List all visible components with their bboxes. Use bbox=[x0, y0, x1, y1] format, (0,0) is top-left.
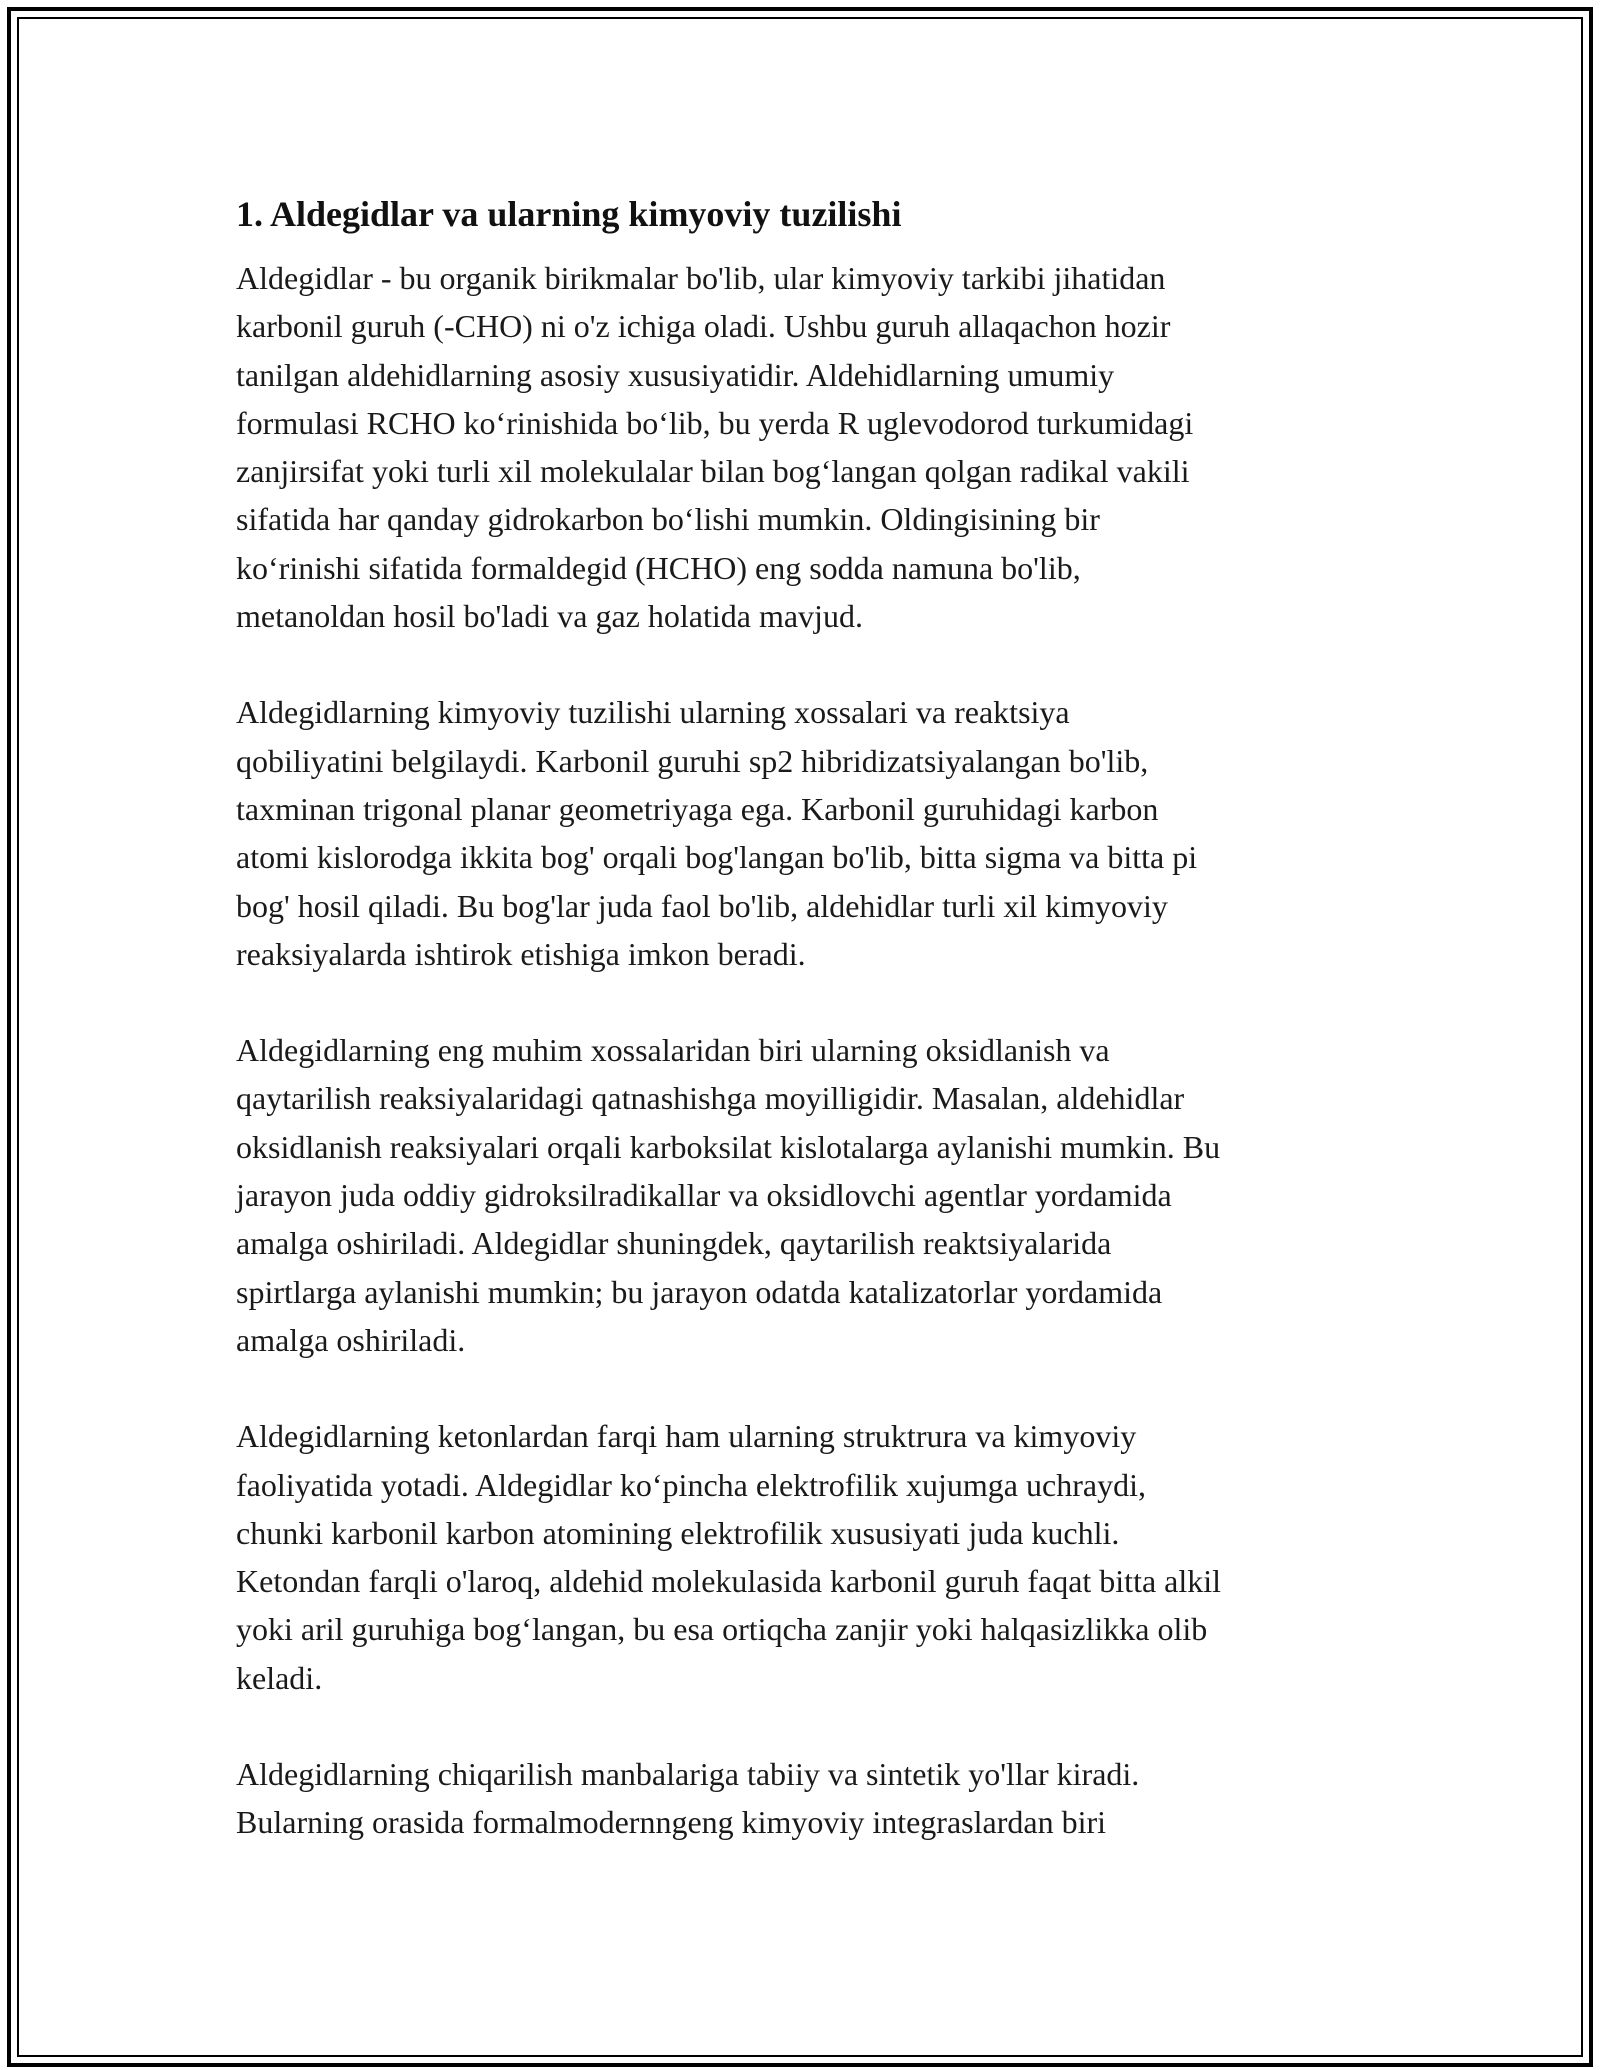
text-line: ko‘rinishi sifatida formaldegid (HCHO) eng sodda namuna bo'lib, bbox=[236, 549, 1081, 586]
paragraph-ketone-difference bbox=[236, 1412, 1376, 1702]
text-line: Ketondan farqli o'laroq, aldehid molekulasida karbonil guruh faqat bitta alkil bbox=[236, 1563, 1222, 1600]
text-line: karbonil guruh (-CHO) ni o'z ichiga oladi. Ushbu guruh allaqachon hozir bbox=[236, 308, 1171, 345]
text-line: oksidlanish reaksiyalari orqali karboksilat kislotalarga aylanishi mumkin. Bu bbox=[236, 1128, 1221, 1165]
text-line: sifatida har qanday gidrokarbon bo‘lishi mumkin. Oldingisining bir bbox=[236, 501, 1100, 538]
section-heading: 1. Aldegidlar va ularning kimyoviy tuzilishi bbox=[236, 194, 902, 234]
text-line: faoliyatida yotadi. Aldegidlar ko‘pincha elektrofilik xujumga uchraydi, bbox=[236, 1466, 1146, 1503]
text-line: keladi. bbox=[236, 1659, 323, 1696]
text-line: amalga oshiriladi. Aldegidlar shuningdek, qaytarilish reaktsiyalarida bbox=[236, 1225, 1112, 1262]
paragraph-definition bbox=[236, 254, 1376, 640]
text-line: zanjirsifat yoki turli xil molekulalar bilan bog‘langan qolgan radikal vakili bbox=[236, 453, 1190, 490]
text-line: amalga oshiriladi. bbox=[236, 1321, 466, 1358]
paragraph-sources bbox=[236, 1750, 1376, 1847]
text-line: Bularning orasida formalmodernngeng kimyoviy integraslardan biri bbox=[236, 1804, 1106, 1841]
text-line: bog' hosil qiladi. Bu bog'lar juda faol bo'lib, aldehidlar turli xil kimyoviy bbox=[236, 887, 1168, 924]
text-line: Aldegidlarning ketonlardan farqi ham ularning struktrura va kimyoviy bbox=[236, 1418, 1137, 1455]
document-body bbox=[236, 184, 1376, 1895]
text-line: reaksiyalarda ishtirok etishiga imkon beradi. bbox=[236, 935, 806, 972]
paragraph-structure bbox=[236, 688, 1376, 978]
text-line: yoki aril guruhiga bog‘langan, bu esa ortiqcha zanjir yoki halqasizlikka olib bbox=[236, 1611, 1208, 1648]
text-line: Aldegidlarning eng muhim xossalaridan biri ularning oksidlanish va bbox=[236, 1032, 1110, 1069]
text-line: Aldegidlarning chiqarilish manbalariga tabiiy va sintetik yo'llar kiradi. bbox=[236, 1756, 1140, 1793]
text-line: formulasi RCHO ko‘rinishida bo‘lib, bu yerda R uglevodorod turkumidagi bbox=[236, 404, 1194, 441]
text-line: Aldegidlar - bu organik birikmalar bo'lib, ular kimyoviy tarkibi jihatidan bbox=[236, 260, 1166, 296]
text-line: taxminan trigonal planar geometriyaga ega. Karbonil guruhidagi karbon bbox=[236, 790, 1159, 827]
text-line: qaytarilish reaksiyalaridagi qatnashishga moyilligidir. Masalan, aldehidlar bbox=[236, 1080, 1185, 1117]
text-line: metanoldan hosil bo'ladi va gaz holatida mavjud. bbox=[236, 598, 863, 635]
text-line: qobiliyatini belgilaydi. Karbonil guruhi sp2 hibridizatsiyalangan bo'lib, bbox=[236, 742, 1149, 779]
text-line: chunki karbonil karbon atomining elektrofilik xususiyati juda kuchli. bbox=[236, 1514, 1120, 1551]
text-line: spirtlarga aylanishi mumkin; bu jarayon odatda katalizatorlar yordamida bbox=[236, 1273, 1163, 1310]
text-line: atomi kislorodga ikkita bog' orqali bog'langan bo'lib, bitta sigma va bitta pi bbox=[236, 839, 1198, 876]
paragraph-reactions bbox=[236, 1026, 1376, 1364]
text-line: tanilgan aldehidlarning asosiy xususiyatidir. Aldehidlarning umumiy bbox=[236, 356, 1115, 393]
text-line: Aldegidlarning kimyoviy tuzilishi ularning xossalari va reaktsiya bbox=[236, 694, 1070, 731]
text-line: jarayon juda oddiy gidroksilradikallar va oksidlovchi agentlar yordamida bbox=[236, 1177, 1172, 1214]
